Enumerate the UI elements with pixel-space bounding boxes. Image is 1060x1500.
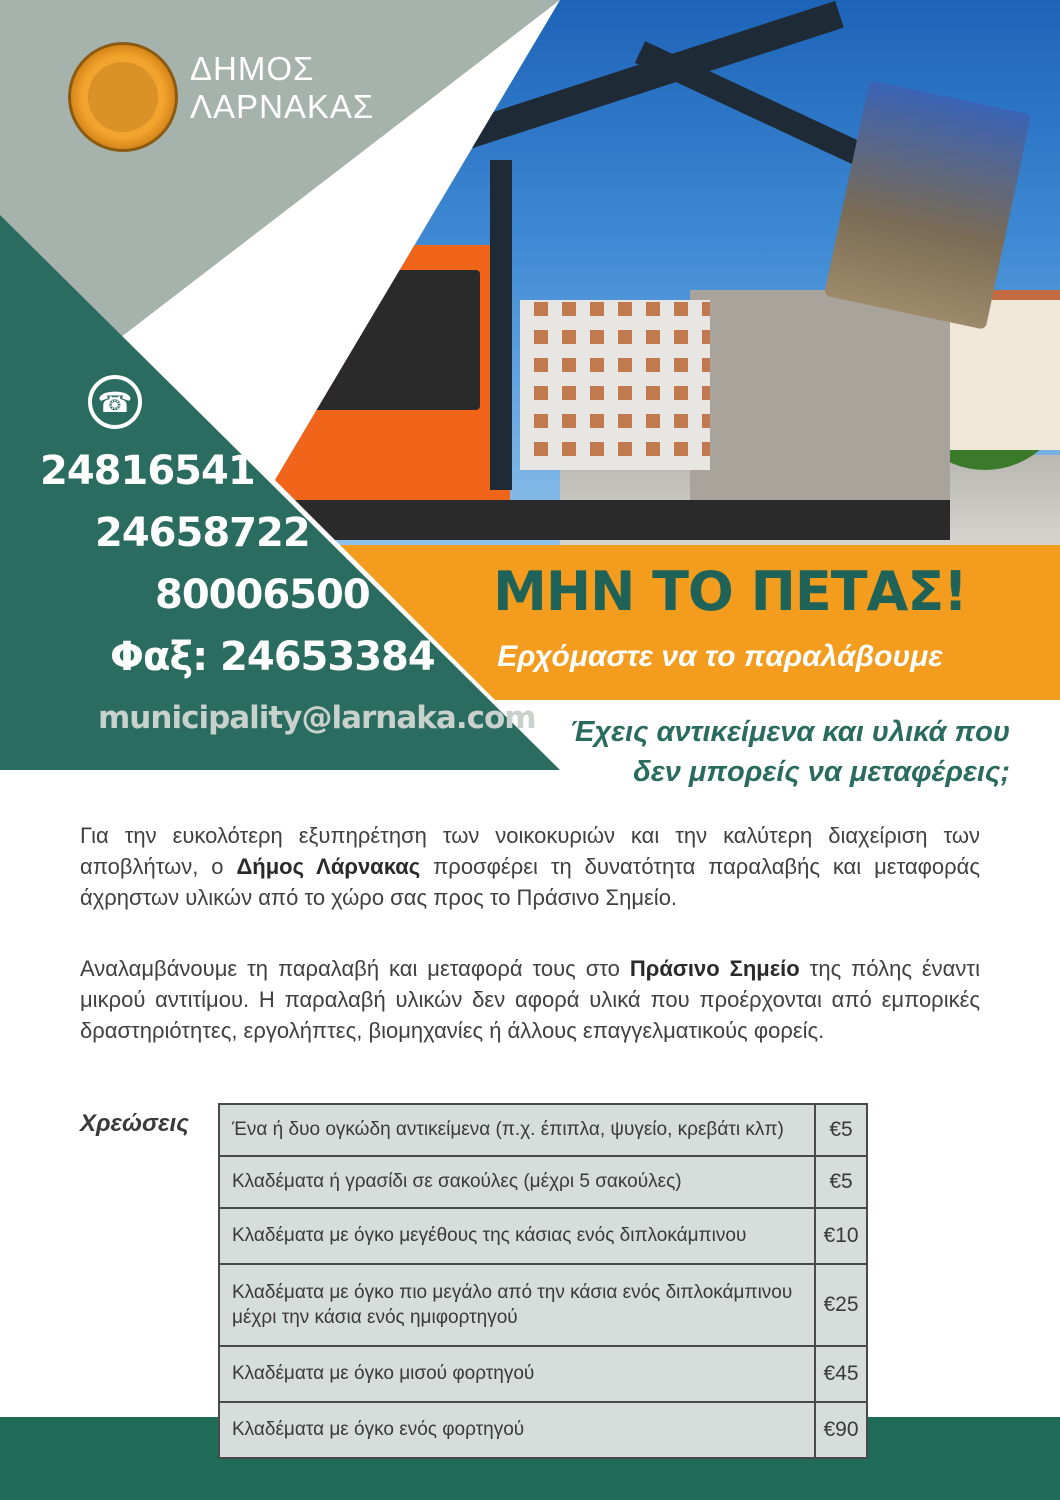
- paragraph-2-bold: Πράσινο Σημείο: [629, 956, 800, 981]
- table-cell-item: Κλαδέματα με όγκο μισού φορτηγού: [219, 1346, 815, 1402]
- phone-icon: ☎: [88, 375, 142, 429]
- table-row: [219, 1104, 867, 1156]
- paragraph-1: [80, 820, 980, 913]
- table-cell-item: Ένα ή δυο ογκώδη αντικείμενα (π.χ. έπιπλα, ψυγείο, κρεβάτι κλπ): [219, 1104, 815, 1156]
- photo-truck-bed: [690, 290, 950, 500]
- question-line2: δεν μπορείς να μεταφέρεις;: [633, 756, 1010, 788]
- table-cell-item: Κλαδέματα με όγκο ενός φορτηγού: [219, 1402, 815, 1458]
- table-row: [219, 1402, 867, 1458]
- logo-line1: ΔΗΜΟΣ: [190, 50, 315, 87]
- table-row: [219, 1346, 867, 1402]
- table-cell-item: Κλαδέματα ή γρασίδι σε σακούλες (μέχρι 5 σακούλες): [219, 1156, 815, 1208]
- seal-emblem-icon: [88, 62, 158, 132]
- photo-truck-chassis: [270, 500, 950, 540]
- photo-truck-window: [290, 270, 480, 410]
- table-cell-price: €25: [815, 1264, 867, 1346]
- paragraph-1-part1: Για την ευκολότερη εξυπηρέτηση των νοικοκυριών και την καλύτερη διαχείριση των αποβλήτων, ο: [80, 823, 980, 879]
- table-cell-price: €90: [815, 1402, 867, 1458]
- table-cell-price: €45: [815, 1346, 867, 1402]
- phone-number-1[interactable]: 24816541: [40, 448, 255, 494]
- table-cell-item: Κλαδέματα με όγκο μεγέθους της κάσιας ενός διπλοκάμπινου: [219, 1208, 815, 1264]
- headline: ΜΗΝ ΤΟ ΠΕΤΑΣ!: [493, 560, 967, 623]
- table-row: [219, 1264, 867, 1346]
- table-row: [219, 1208, 867, 1264]
- table-row: [219, 1156, 867, 1208]
- paragraph-2-part1: Αναλαμβάνουμε τη παραλαβή και μεταφορά τους στο: [80, 956, 630, 981]
- question-text: [540, 712, 1010, 792]
- paragraph-1-part2: προσφέρει τη δυνατότητα παραλαβής και μεταφοράς άχρηστων υλικών από το χώρο σας προς το Πράσινο Σημείο.: [80, 854, 980, 910]
- paragraph-1-bold: Δήμος Λάρνακας: [236, 854, 421, 879]
- fax-number: Φαξ: 24653384: [110, 634, 435, 680]
- question-line1: Έχεις αντικείμενα και υλικά που: [569, 716, 1010, 748]
- charges-table: [218, 1103, 868, 1459]
- phone-number-3[interactable]: 80006500: [155, 572, 370, 618]
- subheadline: Ερχόμαστε να το παραλάβουμε: [497, 640, 943, 673]
- paragraph-2-part2: της πόλης έναντι μικρού αντιτίμου. Η παραλαβή υλικών δεν αφορά υλικά που προέρχονται από εμπορικές δραστηριότητες, εργολήπτες, βιομηχανίες ή άλλους επαγγελματικούς φορείς.: [80, 956, 980, 1043]
- table-cell-price: €5: [815, 1156, 867, 1208]
- logo-line2: ΛΑΡΝΑΚΑΣ: [190, 88, 375, 125]
- table-cell-price: €10: [815, 1208, 867, 1264]
- photo-crane-mast: [490, 160, 512, 490]
- paragraph-2: [80, 953, 980, 1046]
- photo-crane-boom: [635, 41, 881, 173]
- table-cell-item: Κλαδέματα με όγκο πιο μεγάλο από την κάσια ενός διπλοκάμπινου μέχρι την κάσια ενός ημιφορτηγού: [219, 1264, 815, 1346]
- email-address[interactable]: municipality@larnaka.com: [98, 700, 536, 736]
- photo-truck-grille: [520, 300, 710, 470]
- table-cell-price: €5: [815, 1104, 867, 1156]
- phone-number-2[interactable]: 24658722: [95, 510, 310, 556]
- charges-label: Χρεώσεις: [80, 1110, 189, 1137]
